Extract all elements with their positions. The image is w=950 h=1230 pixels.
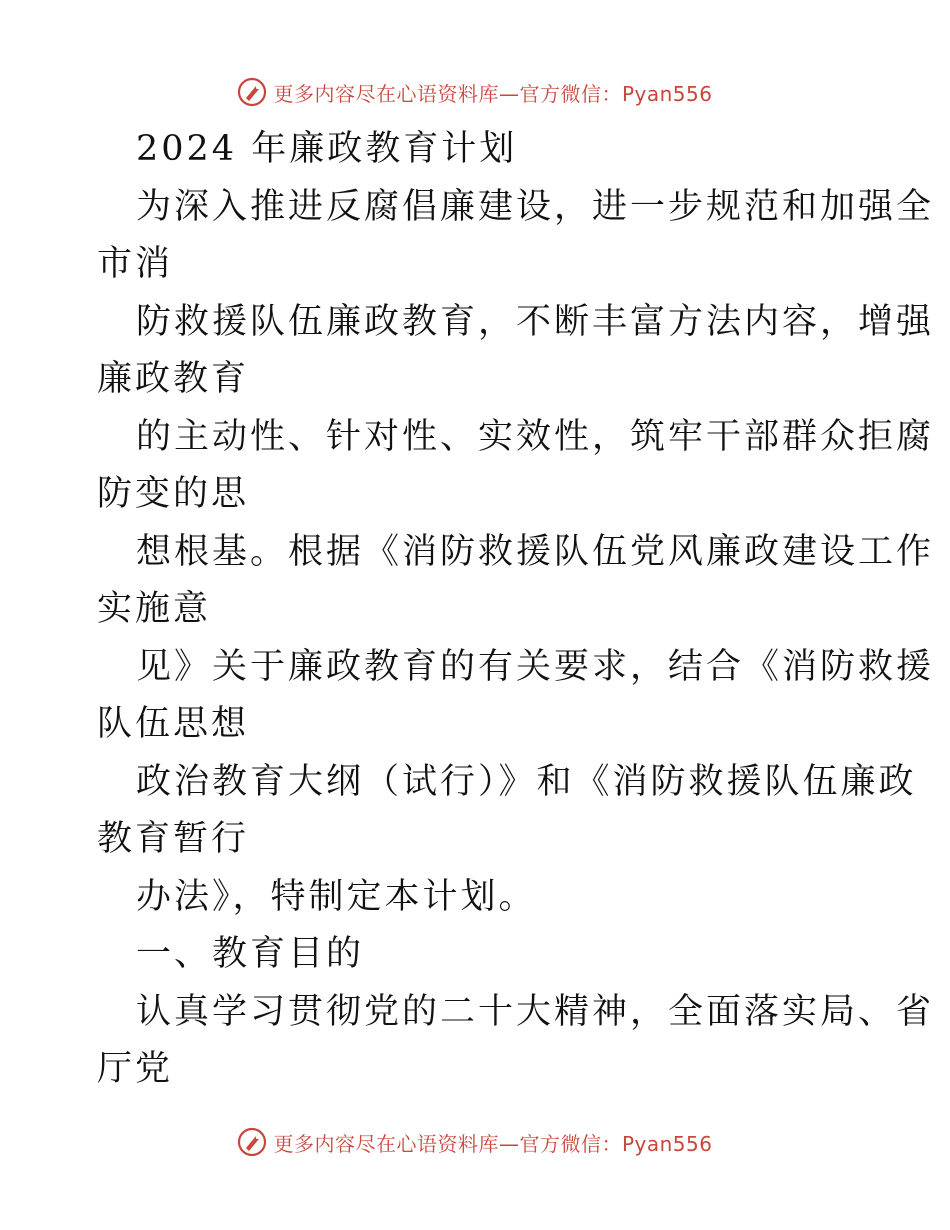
text-line: 廉政教育: [97, 359, 250, 399]
footer-banner-text: 更多内容尽在心语资料库—官方微信：Pyan556: [273, 1131, 713, 1156]
text-line: 认真学习贯彻党的二十大精神，全面落实局、省: [136, 991, 935, 1032]
section-heading: 一、教育目的: [136, 934, 365, 974]
pen-logo-icon: [237, 77, 267, 107]
text-line: 市消: [97, 244, 174, 284]
document-body: [97, 121, 935, 1099]
header-banner-text: 更多内容尽在心语资料库—官方微信：Pyan556: [273, 81, 713, 106]
text-line: 实施意: [97, 589, 212, 629]
text-line: 为深入推进反腐倡廉建设，进一步规范和加强全: [136, 186, 935, 227]
text-line: 政治教育大纲（试行）》和《消防救援队伍廉政: [136, 761, 917, 802]
text-line: 办法》，特制定本计划。: [136, 876, 537, 917]
text-line: 防救援队伍廉政教育，不断丰富方法内容，增强: [136, 301, 935, 342]
footer-banner: [0, 1122, 950, 1162]
text-line: 防变的思: [97, 474, 250, 514]
text-line: 教育暂行: [97, 819, 250, 859]
document-title: 2024 年廉政教育计划: [136, 129, 518, 169]
header-banner: [0, 72, 950, 112]
text-line: 见》关于廉政教育的有关要求，结合《消防救援: [136, 646, 935, 687]
text-line: 厅党: [97, 1049, 174, 1089]
pen-logo-icon: [237, 1127, 267, 1157]
text-line: 的主动性、针对性、实效性，筑牢干部群众拒腐: [136, 416, 935, 457]
text-line: 想根基。根据《消防救援队伍党风廉政建设工作: [136, 531, 935, 572]
text-line: 队伍思想: [97, 704, 250, 744]
